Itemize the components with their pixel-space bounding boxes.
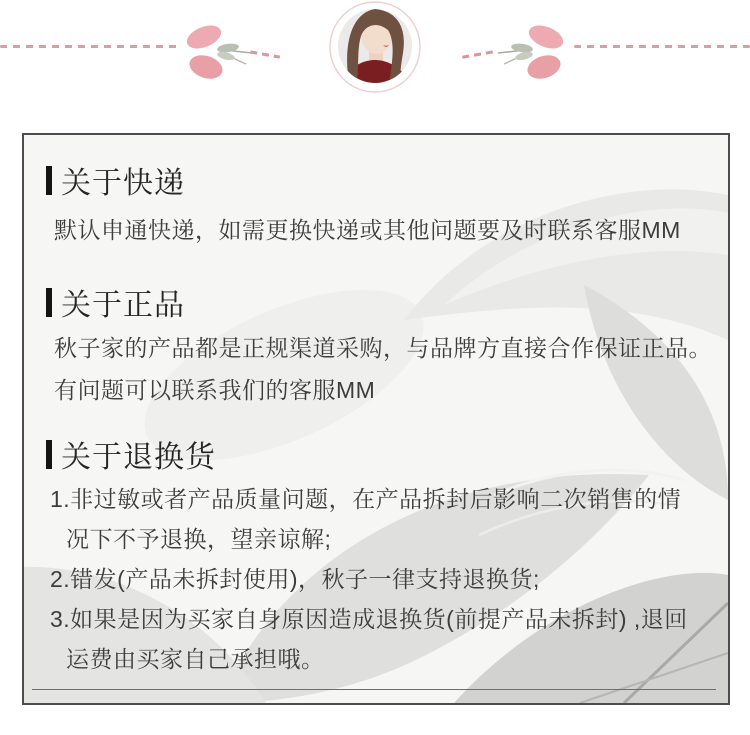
section-authenticity-title-text: 关于正品: [61, 289, 185, 322]
title-bar-marker: [46, 166, 52, 195]
returns-rule-1-line-2: 况下不予退换，望亲谅解;: [66, 526, 332, 552]
leaf-sprig-right-icon: [494, 22, 566, 82]
returns-rule-3-line-1: 3.如果是因为买家自身原因造成退换货(前提产品未拆封) ,退回: [50, 606, 688, 632]
returns-rule-2: 2.错发(产品未拆封使用)，秋子一律支持退换货;: [50, 566, 540, 592]
section-returns-title-text: 关于退换货: [61, 441, 216, 474]
section-returns-title: [46, 435, 706, 473]
leaf-sprig-left-icon: [184, 22, 256, 82]
shipping-text: 默认申通快递，如需更换快递或其他问题要及时联系客服MM: [54, 217, 681, 243]
section-shipping-title: [46, 161, 706, 199]
title-bar-marker: [46, 288, 52, 317]
returns-rule-1-line-1: 1.非过敏或者产品质量问题，在产品拆封后影响二次销售的情: [50, 486, 682, 512]
authenticity-text-line-1: 秋子家的产品都是正规渠道采购，与品牌方直接合作保证正品。: [54, 335, 712, 361]
section-authenticity-title: [46, 283, 706, 321]
info-panel: [22, 133, 730, 705]
dashed-divider-right-tail: [462, 50, 494, 59]
returns-rule-3-line-2: 运费由买家自己承担哦。: [66, 646, 325, 672]
authenticity-text-line-2: 有问题可以联系我们的客服MM: [54, 377, 376, 403]
dashed-divider-left: [0, 45, 178, 48]
dashed-divider-right: [574, 45, 750, 48]
bottom-divider: [32, 689, 716, 690]
section-shipping-title-text: 关于快递: [61, 167, 185, 200]
title-bar-marker: [46, 440, 52, 469]
avatar-photo: [327, 1, 423, 97]
panel-content: [24, 135, 728, 679]
shop-owner-avatar: [327, 1, 423, 97]
